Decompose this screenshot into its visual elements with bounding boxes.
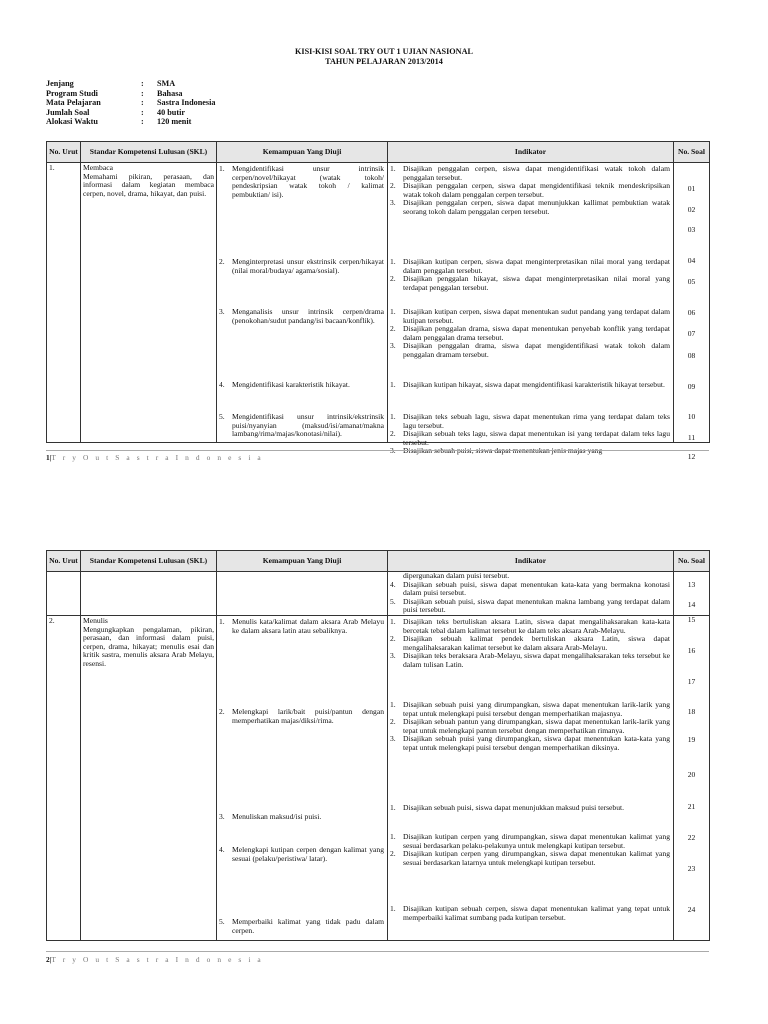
indikator-block (390, 165, 670, 217)
document-page-1 (0, 0, 768, 470)
indikator-item: 2. Disajikan kutipan cerpen yang dirumpangkan, siswa dapat menentukan kalimat yang sesuai berdasarkan latarnya untuk melengkapi kutipan tersebut. (390, 849, 670, 867)
skl-cell (81, 616, 217, 941)
indikator-item: 1. Disajikan sebuah puisi, siswa dapat menunjukkan maksud puisi tersebut. (390, 803, 625, 812)
soal-cell (674, 572, 710, 616)
header-skl: Standar Kompetensi Lulusan (SKL) (81, 551, 217, 572)
indikator-cell (388, 616, 674, 941)
skl-heading: Membaca (83, 163, 113, 172)
kemampuan-item: 4. Mengidentifikasi karakteristik hikayat. (219, 380, 350, 389)
indikator-item: 1. Disajikan penggalan cerpen, siswa dapat mengidentifikasi watak tokoh dalam penggalan tersebut. (390, 164, 670, 182)
soal-number: 14 (687, 600, 696, 609)
indikator-item: 1. Disajikan kutipan cerpen, siswa dapat menginterpretasikan nilai moral yang terdapat dalam penggalan tersebut. (390, 257, 670, 275)
row-number: 2. (47, 616, 81, 941)
indikator-item: 2. Disajikan penggalan drama, siswa dapat menentukan penyebab konflik yang terdapat dalam penggalan drama tersebut. (390, 324, 670, 342)
indikator-block (390, 381, 670, 390)
footer-text: T r y O u t S a s t r a I n d o n e s i a (51, 453, 264, 462)
soal-number: 05 (687, 277, 696, 286)
indikator-block (390, 905, 670, 922)
soal-number: 10 (687, 412, 696, 421)
footer-text: T r y O u t S a s t r a I n d o n e s i a (51, 955, 264, 964)
soal-cell (674, 616, 710, 941)
soal-number: 19 (687, 735, 696, 744)
footer-page-number: 2 (46, 955, 50, 964)
soal-number: 07 (687, 329, 696, 338)
indikator-block (390, 308, 670, 360)
indikator-item: 1. Disajikan teks bertuliskan aksara Latin, siswa dapat mengalihaksarakan kata-kata bercetak tebal dalam kalimat tersebut ke dalam teks aksara Arab-Melayu. (390, 617, 670, 635)
indikator-block (390, 258, 670, 292)
indikator-item: 2. Disajikan sebuah pantun yang dirumpangkan, siswa dapat menentukan larik-larik yang tepat untuk melengkapi pantun tersebut dengan memperhatikan rimanya. (390, 717, 670, 735)
indikator-item: 3. Disajikan penggalan drama, siswa dapat mengidentifikasi watak tokoh dalam penggalan dramam tersebut. (390, 341, 670, 359)
document-title-line1: KISI-KISI SOAL TRY OUT 1 UJIAN NASIONAL (295, 47, 473, 56)
indikator-item: 3. Disajikan penggalan cerpen, siswa dapat menunjukkan kallimat pembuktian watak seorang tokoh dalam penggalan cerpen tersebut. (390, 198, 670, 216)
header-skl: Standar Kompetensi Lulusan (SKL) (81, 142, 217, 163)
kemampuan-item: 3. Menganalisis unsur intrinsik cerpen/drama (penokohan/sudut pandang/isi bacaan/konflik). (219, 307, 384, 325)
indikator-item: 3. Disajikan sebuah puisi yang dirumpangkan, siswa dapat menentukan kata-kata yang tepat untuk melengkapi puisi tersebut dengan memperhatikan diksinya. (390, 734, 670, 752)
kemampuan-item: 1. Mengidentifikasi unsur intrinsik cerpen/novel/hikayat (watak tokoh/ pendeskripsian watak tokoh / kalimat pembuktian/ isi). (219, 164, 384, 199)
soal-number: 11 (687, 433, 696, 442)
meta-row-mapel: Mata Pelajaran : Sastra Indonesia (46, 98, 216, 108)
header-indikator: Indikator (388, 551, 674, 572)
skl-cell (81, 163, 217, 443)
indikator-item: 2. Disajikan sebuah teks lagu, siswa dapat menentukan isi yang terdapat dalam teks lagu tersebut. (390, 429, 670, 447)
indikator-cell (388, 163, 674, 456)
indikator-item: 1. Disajikan teks sebuah lagu, siswa dapat menentukan rima yang terdapat dalam teks lagu tersebut. (390, 412, 670, 430)
header-kemampuan: Kemampuan Yang Diuji (217, 551, 388, 572)
kemampuan-item: 3. Menuliskan maksud/isi puisi. (219, 812, 322, 821)
footer-divider (46, 450, 709, 451)
header-no: No. Urut (47, 551, 81, 572)
header-soal: No. Soal (674, 142, 710, 163)
soal-number: 20 (687, 770, 696, 779)
soal-number: 22 (687, 833, 696, 842)
indikator-item: dipergunakan dalam puisi tersebut. (403, 571, 510, 580)
indikator-block (390, 833, 670, 867)
kemampuan-item: 1. Menulis kata/kalimat dalam aksara Arab Melayu ke dalam aksara latin atau sebaliknya. (219, 617, 384, 635)
soal-number: 12 (687, 452, 696, 461)
indikator-item: 2. Disajikan penggalan hikayat, siswa dapat menginterpretasikan nilai moral yang terdapat penggalan tersebut. (390, 274, 670, 292)
page-footer: 2|T r y O u t S a s t r a I n d o n e s i a (46, 955, 264, 964)
soal-number: 01 (687, 184, 696, 193)
soal-number: 24 (687, 905, 696, 914)
indikator-item: 1. Disajikan kutipan cerpen yang dirumpangkan, siswa dapat menentukan kalimat yang sesuai berdasarkan pelaku-pelakunya untuk melengkapi kutipan tersebut. (390, 832, 670, 850)
table-row-continuation (47, 572, 710, 616)
table-row (47, 616, 710, 941)
meta-row-jumlah: Jumlah Soal : 40 butir (46, 107, 185, 117)
header-no: No. Urut (47, 142, 81, 163)
kemampuan-cell (217, 616, 388, 941)
skl-description: Mengungkapkan pengalaman, pikiran, perasaan, dan informasi dalam puisi, cerpen, drama, hikayat; menulis esai dan kritik sastra, menulis aksara Arab Melayu, resensi. (83, 624, 214, 668)
skl-heading: Menulis (83, 616, 108, 625)
soal-number: 03 (687, 225, 696, 234)
meta-row-waktu: Alokasi Waktu : 120 menit (46, 117, 192, 127)
soal-number: 02 (687, 205, 696, 214)
indikator-item: 2. Disajikan sebuah kalimat pendek bertuliskan aksara Latin, siswa dapat mengalihaksarakan kalimat tersebut ke dalam aksara Arab-Melayu. (390, 634, 670, 652)
document-page-2 (0, 470, 768, 1024)
indikator-block (390, 701, 670, 753)
footer-divider (46, 951, 709, 952)
indikator-block (390, 572, 670, 615)
indikator-item: 3. Disajikan sebuah puisi, siswa dapat menentukan jenis majas yang (390, 446, 603, 456)
indikator-item: 4. Disajikan sebuah puisi, siswa dapat menentukan kata-kata yang bermakna konotasi dalam puisi tersebut. (390, 579, 670, 598)
meta-row-jenjang: Jenjang : SMA (46, 79, 176, 88)
kemampuan-item: 2. Melengkapi larik/bait puisi/pantun dengan memperhatikan majas/diksi/rima. (219, 707, 384, 725)
kemampuan-item: 5. Memperbaiki kalimat yang tidak padu dalam cerpen. (219, 917, 384, 935)
page-footer: 1|T r y O u t S a s t r a I n d o n e s i a (46, 453, 264, 462)
header-soal: No. Soal (674, 551, 710, 572)
meta-row-program: Program Studi : Bahasa (46, 88, 183, 98)
soal-number: 06 (687, 308, 696, 317)
header-indikator: Indikator (388, 142, 674, 163)
indikator-item: 2. Disajikan penggalan cerpen, siswa dapat mengidentifikasi teknik mendeskripsikan watak tokoh dalam penggalan cerpen tersebut. (390, 181, 670, 199)
soal-number: 15 (687, 615, 696, 624)
indikator-item: 5. Disajikan sebuah puisi, siswa dapat menentukan makna lambang yang terdapat dalam puisi tersebut. (390, 596, 670, 615)
kemampuan-cell (217, 163, 388, 443)
soal-number: 17 (687, 677, 696, 686)
indikator-item: 1. Disajikan kutipan cerpen, siswa dapat menentukan sudut pandang yang terdapat dalam kutipan tersebut. (390, 307, 670, 325)
soal-number: 04 (687, 256, 696, 265)
soal-number: 18 (687, 707, 696, 716)
table-row (47, 163, 710, 443)
header-kemampuan: Kemampuan Yang Diuji (217, 142, 388, 163)
soal-number: 09 (687, 382, 696, 391)
soal-number: 08 (687, 351, 696, 360)
soal-number: 23 (687, 864, 696, 873)
footer-page-number: 1 (46, 453, 50, 462)
indikator-item: 3. Disajikan teks beraksara Arab-Melayu, siswa dapat mengalihaksarakan teks tersebut ke dalam tulisan Latin. (390, 651, 670, 669)
soal-number: 16 (687, 646, 696, 655)
indikator-cell (388, 572, 674, 616)
soal-cell (674, 163, 710, 461)
indikator-item: 1. Disajikan sebuah puisi yang dirumpangkan, siswa dapat menentukan larik-larik yang tepat untuk melengkapi puisi tersebut dengan memperhatikan majasnya. (390, 700, 670, 718)
kemampuan-item: 2. Menginterpretasi unsur ekstrinsik cerpen/hikayat (nilai moral/budaya/ agama/sosial). (219, 257, 384, 275)
kemampuan-item: 5. Mengidentifikasi unsur intrinsik/ekstrinsik puisi/nyanyian (maksud/isi/amanat/makna lambang/rima/majas/konotasi/nilai). (219, 412, 384, 439)
indikator-block (390, 618, 670, 670)
indikator-block (390, 804, 670, 813)
row-number: 1. (47, 163, 81, 443)
indikator-item: 1. Disajikan kutipan hikayat, siswa dapat mengidentifikasi karakteristik hikayat tersebut. (390, 380, 665, 389)
document-title-line2: TAHUN PELAJARAN 2013/2014 (325, 57, 443, 66)
table-header-row (47, 142, 710, 163)
skl-description: Memahami pikiran, perasaan, dan informasi dalam kegiatan membaca cerpen, novel, drama, hikayat, dan puisi. (83, 171, 214, 198)
table-header-row (47, 551, 710, 572)
meta-info (46, 79, 215, 127)
soal-number: 21 (687, 802, 696, 811)
soal-number: 13 (687, 580, 696, 589)
kemampuan-item: 4. Melengkapi kutipan cerpen dengan kalimat yang sesuai (pelaku/peristiwa/ latar). (219, 845, 384, 863)
kisi-table-page2 (46, 550, 710, 941)
indikator-item: 1. Disajikan kutipan sebuah cerpen, siswa dapat menentukan kalimat yang tepat untuk memperbaiki kalimat sumbang pada kutipan tersebut. (390, 904, 670, 922)
